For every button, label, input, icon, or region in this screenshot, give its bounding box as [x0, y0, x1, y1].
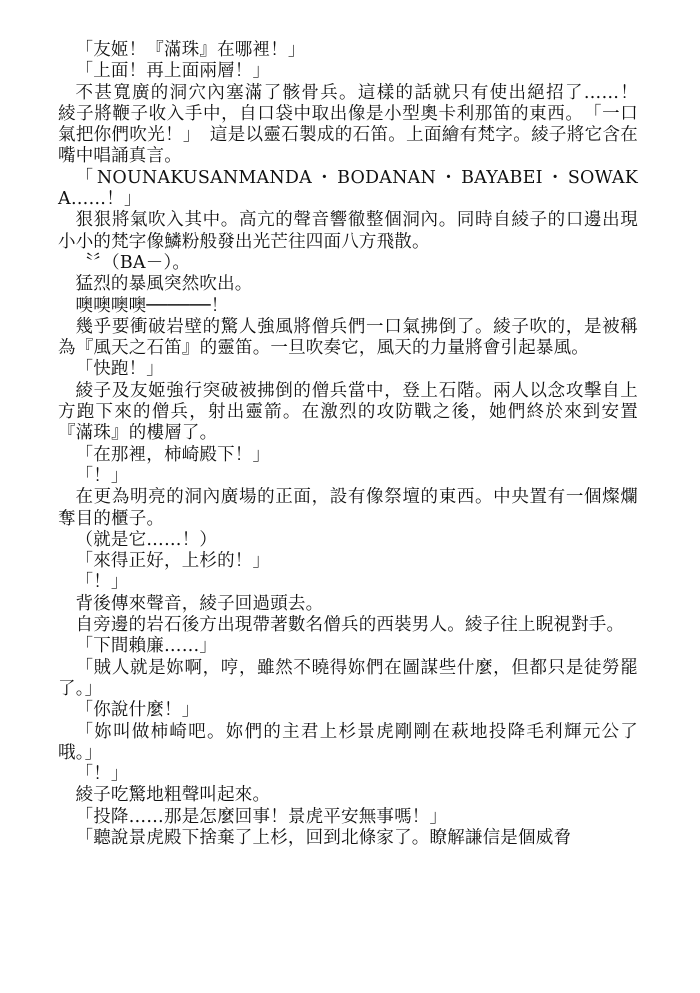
paragraph: （就是它……！）: [75, 529, 218, 550]
paragraph: 「你說什麼！」: [75, 700, 200, 721]
paragraph: 「！」: [75, 465, 129, 486]
paragraph: 「聽說景虎殿下捨棄了上杉，回到北條家了。瞭解謙信是個威脅: [75, 827, 572, 848]
paragraph: 猛烈的暴風突然吹出。: [75, 274, 253, 295]
paragraph: 「下間賴廉……」: [75, 636, 218, 657]
paragraph: 〝〞（BA－）。: [75, 252, 191, 273]
paragraph: 噢噢噢噢──────！: [75, 295, 229, 316]
paragraph: 「！」: [75, 572, 129, 593]
paragraph: 自旁邊的岩石後方出現帶著數名僧兵的西裝男人。綾子往上睨視對手。: [75, 615, 625, 636]
paragraph: 「來得正好，上杉的！」: [75, 551, 271, 572]
paragraph: 不甚寬廣的洞穴內塞滿了骸骨兵。這樣的話就只有使出絕招了……！ 綾子將鞭子收入手中，自口袋中取出像是小型奧卡利那笛的東西。 「一口氣把你們吹光！」 這是以靈石製成的石笛。上面繪有梵字。綾子將它含在嘴中唱誦真言。: [58, 82, 656, 167]
paragraph: 「賊人就是妳啊，哼，雖然不曉得妳們在圖謀些什麼，但都只是徒勞罷了。」: [58, 657, 638, 699]
paragraph: 在更為明亮的洞內廣場的正面，設有像祭壇的東西。中央置有一個燦爛奪目的櫃子。: [58, 487, 638, 529]
paragraph: 「在那裡，柿崎殿下！」: [75, 444, 271, 465]
paragraph: 「上面！再上面兩層！」: [75, 61, 271, 82]
paragraph: 「妳叫做柿崎吧。妳們的主君上杉景虎剛剛在萩地投降毛利輝元公了哦。」: [58, 721, 638, 763]
paragraph: 背後傳來聲音，綾子回過頭去。: [75, 593, 324, 614]
paragraph: 幾乎要衝破岩壁的驚人強風將僧兵們一口氣拂倒了。綾子吹的，是被稱為『風天之石笛』的靈笛。一旦吹奏它，風天的力量將會引起暴風。: [58, 316, 638, 359]
paragraph: 狠狠將氣吹入其中。高亢的聲音響徹整個洞內。同時自綾子的口邊出現小小的梵字像鱗粉般發出光芒往四面八方飛散。: [58, 210, 638, 252]
paragraph: 「友姬！『滿珠』在哪裡！」: [75, 40, 306, 60]
paragraph: 「投降……那是怎麼回事！景虎平安無事嗎！」: [75, 806, 448, 827]
paragraph: 「NOUNAKUSANMANDA・BODANAN・BAYABEI・SOWAKA……！」: [58, 167, 638, 210]
document-page: [58, 40, 656, 849]
paragraph: 綾子吃驚地粗聲叫起來。: [75, 785, 271, 806]
paragraph: 綾子及友姬強行突破被拂倒的僧兵當中，登上石階。兩人以念攻擊自上方跑下來的僧兵，射出靈箭。在激烈的攻防戰之後，她們終於來到安置『滿珠』的樓層了。: [58, 380, 638, 444]
paragraph: 「快跑！」: [75, 359, 164, 380]
paragraph: 「！」: [75, 764, 129, 785]
